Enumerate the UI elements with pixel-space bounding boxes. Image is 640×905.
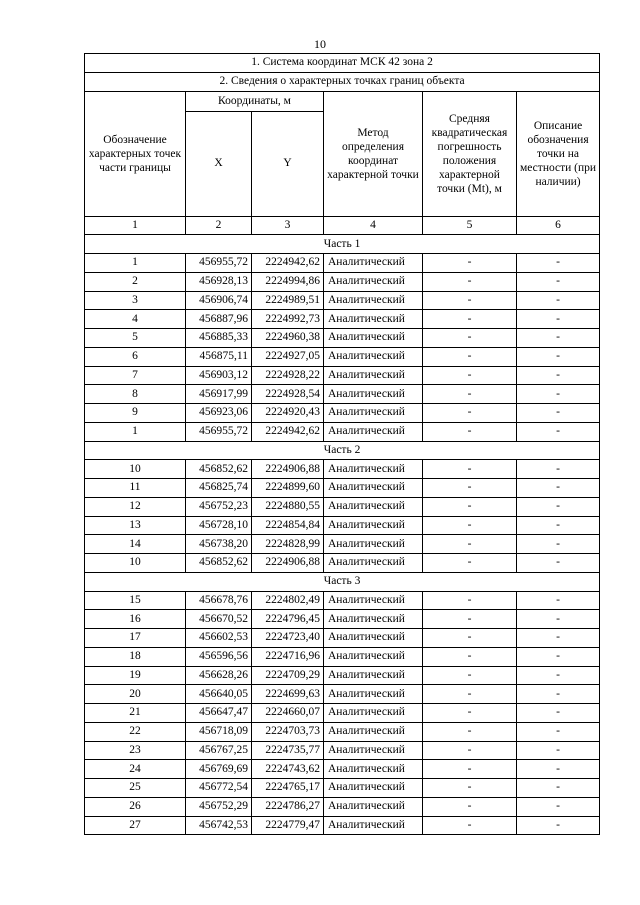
description-cell: - — [517, 347, 600, 366]
part-label: Часть 2 — [85, 441, 600, 460]
description-cell: - — [517, 385, 600, 404]
table-row — [85, 385, 600, 404]
description-cell: - — [517, 310, 600, 329]
description-cell: - — [517, 704, 600, 723]
description-cell: - — [517, 816, 600, 835]
point-id-cell: 5 — [85, 329, 186, 348]
table-row — [85, 535, 600, 554]
x-coordinate-cell: 456738,20 — [186, 535, 252, 554]
x-coordinate-cell: 456906,74 — [186, 291, 252, 310]
point-id-cell: 10 — [85, 554, 186, 573]
description-cell: - — [517, 629, 600, 648]
description-cell: - — [517, 647, 600, 666]
x-coordinate-cell: 456772,54 — [186, 779, 252, 798]
y-coordinate-cell: 2224854,84 — [252, 516, 324, 535]
error-cell: - — [423, 722, 517, 741]
y-coordinate-cell: 2224779,47 — [252, 816, 324, 835]
page-number: 10 — [314, 37, 326, 51]
error-cell: - — [423, 591, 517, 610]
table-row — [85, 291, 600, 310]
column-number: 1 — [85, 216, 186, 235]
method-cell: Аналитический — [324, 272, 423, 291]
y-coordinate-cell: 2224989,51 — [252, 291, 324, 310]
description-cell: - — [517, 460, 600, 479]
y-coordinate-cell: 2224880,55 — [252, 497, 324, 516]
table-row — [85, 647, 600, 666]
x-coordinate-cell: 456852,62 — [186, 554, 252, 573]
point-id-cell: 16 — [85, 610, 186, 629]
table-row — [85, 497, 600, 516]
column-number: 4 — [324, 216, 423, 235]
description-cell: - — [517, 404, 600, 423]
method-cell: Аналитический — [324, 554, 423, 573]
column-number: 3 — [252, 216, 324, 235]
description-cell: - — [517, 685, 600, 704]
y-coordinate-cell: 2224906,88 — [252, 460, 324, 479]
y-coordinate-cell: 2224928,22 — [252, 366, 324, 385]
point-id-cell: 8 — [85, 385, 186, 404]
error-cell: - — [423, 347, 517, 366]
point-id-cell: 19 — [85, 666, 186, 685]
method-cell: Аналитический — [324, 385, 423, 404]
x-coordinate-cell: 456885,33 — [186, 329, 252, 348]
error-cell: - — [423, 479, 517, 498]
error-cell: - — [423, 516, 517, 535]
point-id-cell: 2 — [85, 272, 186, 291]
point-id-cell: 6 — [85, 347, 186, 366]
point-id-cell: 18 — [85, 647, 186, 666]
y-coordinate-cell: 2224735,77 — [252, 741, 324, 760]
method-cell: Аналитический — [324, 422, 423, 441]
table-row — [85, 629, 600, 648]
method-cell: Аналитический — [324, 647, 423, 666]
point-id-cell: 27 — [85, 816, 186, 835]
error-cell: - — [423, 741, 517, 760]
description-cell: - — [517, 535, 600, 554]
table-row — [85, 272, 600, 291]
error-cell: - — [423, 272, 517, 291]
y-coordinate-cell: 2224765,17 — [252, 779, 324, 798]
method-cell: Аналитический — [324, 254, 423, 273]
x-coordinate-cell: 456742,53 — [186, 816, 252, 835]
error-cell: - — [423, 404, 517, 423]
y-coordinate-cell: 2224699,63 — [252, 685, 324, 704]
point-id-cell: 10 — [85, 460, 186, 479]
point-id-cell: 20 — [85, 685, 186, 704]
method-cell: Аналитический — [324, 704, 423, 723]
y-coordinate-cell: 2224992,73 — [252, 310, 324, 329]
error-cell: - — [423, 610, 517, 629]
x-coordinate-cell: 456752,23 — [186, 497, 252, 516]
description-cell: - — [517, 254, 600, 273]
x-coordinate-cell: 456875,11 — [186, 347, 252, 366]
method-cell: Аналитический — [324, 404, 423, 423]
y-coordinate-cell: 2224942,62 — [252, 422, 324, 441]
point-id-cell: 7 — [85, 366, 186, 385]
error-cell: - — [423, 497, 517, 516]
y-coordinate-cell: 2224994,86 — [252, 272, 324, 291]
point-id-cell: 22 — [85, 722, 186, 741]
y-coordinate-cell: 2224906,88 — [252, 554, 324, 573]
header-y: Y — [252, 111, 324, 216]
section-title: 2. Сведения о характерных точках границ объекта — [85, 72, 600, 91]
description-cell: - — [517, 497, 600, 516]
error-cell: - — [423, 385, 517, 404]
y-coordinate-cell: 2224899,60 — [252, 479, 324, 498]
error-cell: - — [423, 760, 517, 779]
table-row — [85, 760, 600, 779]
x-coordinate-cell: 456923,06 — [186, 404, 252, 423]
table-row — [85, 366, 600, 385]
method-cell: Аналитический — [324, 347, 423, 366]
x-coordinate-cell: 456602,53 — [186, 629, 252, 648]
method-cell: Аналитический — [324, 610, 423, 629]
method-cell: Аналитический — [324, 291, 423, 310]
x-coordinate-cell: 456647,47 — [186, 704, 252, 723]
point-id-cell: 9 — [85, 404, 186, 423]
description-cell: - — [517, 366, 600, 385]
header-x: X — [186, 111, 252, 216]
method-cell: Аналитический — [324, 722, 423, 741]
table-row — [85, 779, 600, 798]
description-cell: - — [517, 741, 600, 760]
header-coordinates: Координаты, м — [186, 91, 324, 111]
header-description: Описание обозначения точки на местности (при наличии) — [517, 91, 600, 216]
table-row — [85, 816, 600, 835]
part-header-row — [85, 235, 600, 254]
table-row — [85, 610, 600, 629]
coordinate-system-title: 1. Система координат МСК 42 зона 2 — [85, 54, 600, 73]
method-cell: Аналитический — [324, 779, 423, 798]
table-row — [85, 329, 600, 348]
table-row — [85, 460, 600, 479]
method-cell: Аналитический — [324, 310, 423, 329]
header-designation: Обозначение характерных точек части границы — [85, 91, 186, 216]
point-id-cell: 17 — [85, 629, 186, 648]
column-number: 2 — [186, 216, 252, 235]
error-cell: - — [423, 254, 517, 273]
y-coordinate-cell: 2224723,40 — [252, 629, 324, 648]
description-cell: - — [517, 797, 600, 816]
point-id-cell: 24 — [85, 760, 186, 779]
description-cell: - — [517, 291, 600, 310]
point-id-cell: 13 — [85, 516, 186, 535]
table-row — [85, 704, 600, 723]
table-row — [85, 797, 600, 816]
x-coordinate-cell: 456670,52 — [186, 610, 252, 629]
point-id-cell: 3 — [85, 291, 186, 310]
y-coordinate-cell: 2224927,05 — [252, 347, 324, 366]
table-row — [85, 516, 600, 535]
x-coordinate-cell: 456767,25 — [186, 741, 252, 760]
table-row — [85, 591, 600, 610]
column-number: 5 — [423, 216, 517, 235]
error-cell: - — [423, 554, 517, 573]
error-cell: - — [423, 816, 517, 835]
x-coordinate-cell: 456917,99 — [186, 385, 252, 404]
table-row — [85, 422, 600, 441]
table-row — [85, 554, 600, 573]
error-cell: - — [423, 647, 517, 666]
part-header-row — [85, 441, 600, 460]
method-cell: Аналитический — [324, 591, 423, 610]
method-cell: Аналитический — [324, 479, 423, 498]
error-cell: - — [423, 629, 517, 648]
x-coordinate-cell: 456852,62 — [186, 460, 252, 479]
table-row — [85, 741, 600, 760]
error-cell: - — [423, 685, 517, 704]
y-coordinate-cell: 2224786,27 — [252, 797, 324, 816]
y-coordinate-cell: 2224920,43 — [252, 404, 324, 423]
method-cell: Аналитический — [324, 816, 423, 835]
header-method: Метод определения координат характерной точки — [324, 91, 423, 216]
error-cell: - — [423, 779, 517, 798]
method-cell: Аналитический — [324, 629, 423, 648]
y-coordinate-cell: 2224660,07 — [252, 704, 324, 723]
table-row — [85, 722, 600, 741]
table-row — [85, 254, 600, 273]
table-row — [85, 310, 600, 329]
part-label: Часть 1 — [85, 235, 600, 254]
column-number: 6 — [517, 216, 600, 235]
part-header-row — [85, 572, 600, 591]
error-cell: - — [423, 666, 517, 685]
error-cell: - — [423, 366, 517, 385]
method-cell: Аналитический — [324, 760, 423, 779]
point-id-cell: 4 — [85, 310, 186, 329]
point-id-cell: 26 — [85, 797, 186, 816]
description-cell: - — [517, 516, 600, 535]
description-cell: - — [517, 610, 600, 629]
table-row — [85, 666, 600, 685]
point-id-cell: 23 — [85, 741, 186, 760]
x-coordinate-cell: 456955,72 — [186, 422, 252, 441]
point-id-cell: 12 — [85, 497, 186, 516]
method-cell: Аналитический — [324, 329, 423, 348]
method-cell: Аналитический — [324, 497, 423, 516]
method-cell: Аналитический — [324, 460, 423, 479]
y-coordinate-cell: 2224802,49 — [252, 591, 324, 610]
description-cell: - — [517, 422, 600, 441]
y-coordinate-cell: 2224743,62 — [252, 760, 324, 779]
point-id-cell: 14 — [85, 535, 186, 554]
x-coordinate-cell: 456728,10 — [186, 516, 252, 535]
y-coordinate-cell: 2224928,54 — [252, 385, 324, 404]
x-coordinate-cell: 456955,72 — [186, 254, 252, 273]
description-cell: - — [517, 329, 600, 348]
table-row — [85, 347, 600, 366]
x-coordinate-cell: 456928,13 — [186, 272, 252, 291]
y-coordinate-cell: 2224828,99 — [252, 535, 324, 554]
point-id-cell: 15 — [85, 591, 186, 610]
description-cell: - — [517, 591, 600, 610]
y-coordinate-cell: 2224716,96 — [252, 647, 324, 666]
point-id-cell: 11 — [85, 479, 186, 498]
x-coordinate-cell: 456825,74 — [186, 479, 252, 498]
method-cell: Аналитический — [324, 685, 423, 704]
table-row — [85, 404, 600, 423]
description-cell: - — [517, 760, 600, 779]
x-coordinate-cell: 456678,76 — [186, 591, 252, 610]
point-id-cell: 1 — [85, 254, 186, 273]
x-coordinate-cell: 456903,12 — [186, 366, 252, 385]
y-coordinate-cell: 2224960,38 — [252, 329, 324, 348]
y-coordinate-cell: 2224703,73 — [252, 722, 324, 741]
error-cell: - — [423, 310, 517, 329]
error-cell: - — [423, 422, 517, 441]
description-cell: - — [517, 779, 600, 798]
error-cell: - — [423, 704, 517, 723]
description-cell: - — [517, 479, 600, 498]
error-cell: - — [423, 797, 517, 816]
error-cell: - — [423, 460, 517, 479]
description-cell: - — [517, 722, 600, 741]
point-id-cell: 21 — [85, 704, 186, 723]
point-id-cell: 25 — [85, 779, 186, 798]
description-cell: - — [517, 554, 600, 573]
table-row — [85, 685, 600, 704]
method-cell: Аналитический — [324, 741, 423, 760]
x-coordinate-cell: 456887,96 — [186, 310, 252, 329]
x-coordinate-cell: 456596,56 — [186, 647, 252, 666]
x-coordinate-cell: 456752,29 — [186, 797, 252, 816]
method-cell: Аналитический — [324, 516, 423, 535]
x-coordinate-cell: 456628,26 — [186, 666, 252, 685]
error-cell: - — [423, 535, 517, 554]
table-row — [85, 479, 600, 498]
method-cell: Аналитический — [324, 366, 423, 385]
x-coordinate-cell: 456640,05 — [186, 685, 252, 704]
method-cell: Аналитический — [324, 666, 423, 685]
part-label: Часть 3 — [85, 572, 600, 591]
description-cell: - — [517, 666, 600, 685]
error-cell: - — [423, 291, 517, 310]
x-coordinate-cell: 456718,09 — [186, 722, 252, 741]
y-coordinate-cell: 2224942,62 — [252, 254, 324, 273]
method-cell: Аналитический — [324, 797, 423, 816]
y-coordinate-cell: 2224709,29 — [252, 666, 324, 685]
header-error: Средняя квадратическая погрешность положения характерной точки (Mt), м — [423, 91, 517, 216]
error-cell: - — [423, 329, 517, 348]
y-coordinate-cell: 2224796,45 — [252, 610, 324, 629]
x-coordinate-cell: 456769,69 — [186, 760, 252, 779]
point-id-cell: 1 — [85, 422, 186, 441]
boundary-points-table — [84, 53, 600, 835]
description-cell: - — [517, 272, 600, 291]
method-cell: Аналитический — [324, 535, 423, 554]
